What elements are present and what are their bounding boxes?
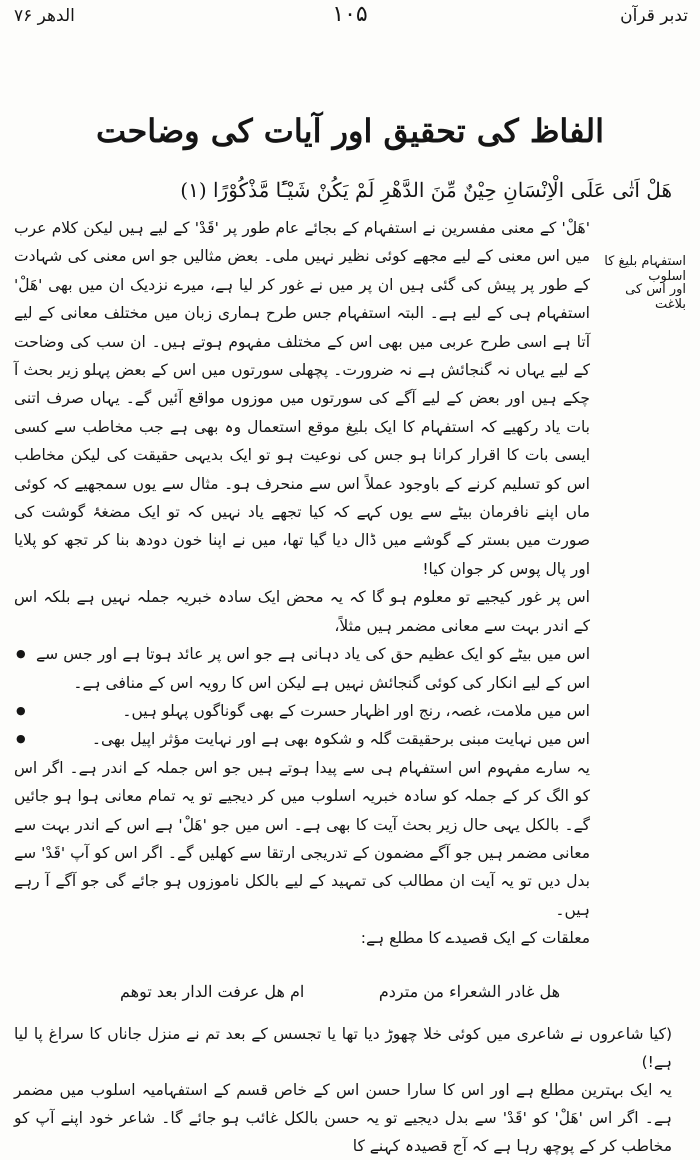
margin-note-balaghat: اور اس کی بلاغت	[625, 282, 686, 312]
commentary-continuation	[14, 1020, 672, 1160]
list-item: ● اس میں ملامت، غصہ، رنج اور اظہار حسرت کے بھی گوناگوں پہلو ہیں۔	[14, 697, 590, 725]
poem-couplet	[120, 982, 560, 1001]
quran-verse: هَلْ اَتٰى عَلَى الْاِنْسَانِ حِيْنٌ مِّنَ الدَّهْرِ لَمْ يَكُنْ شَيْـًٔا مَّذْكُوْرًا (١)	[180, 178, 672, 202]
section-heading: الفاظ کی تحقیق اور آیات کی وضاحت	[96, 112, 604, 150]
commentary-body	[14, 214, 590, 953]
running-head-surah: الدھر ۷۶	[14, 6, 75, 26]
paragraph-poem-translation: (کیا شاعروں نے شاعری میں کوئی خلا چھوڑ دیا تھا یا تجسس کے بعد تم نے منزل جاناں کا سراغ پا لیا ہے!)	[14, 1025, 672, 1071]
list-item: ● اس میں بیٹے کو ایک عظیم حق کی یاد دہانی ہے جو اس پر عائد ہوتا ہے اور جس سے اس کے لیے انکار کی کوئی گنجائش نہیں ہے لیکن اس کا رویہ اس کے منافی ہے۔	[14, 640, 590, 697]
list-item: ● اس میں نہایت مبنی برحقیقت گلہ و شکوہ بھی ہے اور نہایت مؤثر اپیل بھی۔	[14, 725, 590, 753]
implied-meanings-list	[14, 640, 590, 754]
paragraph-qasida-intro: معلقات کے ایک قصیدے کا مطلع ہے:	[360, 929, 590, 948]
paragraph-example-intro: اس پر غور کیجیے تو معلوم ہو گا کہ یہ محض ایک سادہ خبریہ جملہ نہیں ہے بلکہ اس کے اندر بہت سے معانی مضمر ہیں مثلاً،	[14, 588, 590, 635]
margin-note-istifham: استفہام بلیغ کا اسلوب	[604, 254, 686, 284]
poem-hemistich-1: هل غادر الشعراء من متردم	[378, 982, 560, 1001]
page-number: ۱۰۵	[332, 2, 368, 27]
running-head-book-title: تدبر قرآن	[620, 6, 688, 26]
paragraph-poem-analysis: یہ ایک بہترین مطلع ہے اور اس کا سارا حسن اس کے خاص قسم کے استفہامیہ اسلوب میں مضمر ہے۔ اگر اس 'ھَلْ' کو 'قَدْ' سے بدل دیجیے تو یہ حسن بالکل غائب ہو جائے گا۔ شاعر خود اپنے آپ کو مخاطب کر کے پوچھ رہا ہے کہ آج قصیدہ کہنے کا	[14, 1081, 672, 1155]
poem-hemistich-2: ام هل عرفت الدار بعد توهم	[120, 982, 305, 1001]
paragraph-application: یہ سارے مفہوم اس استفہام ہی سے پیدا ہوتے ہیں جو اس جملہ کے اندر ہے۔ اگر اس کو الگ کر کے جملہ کو سادہ خبریہ اسلوب میں کر دیجیے تو یہ تمام معانی ہوا ہو جائیں گے۔ بالکل یہی حال زیر بحث آیت کا بھی ہے۔ اس میں جو 'ھَلْ' ہے اس کے اندر بہت سے معانی مضمر ہیں جو آگے مضمون کے تدریجی ارتقا سے کھلیں گے۔ اگر اس کو آپ 'قَدْ' سے بدل دیں تو یہ آیت ان مطالب کی تمہید کے لیے بالکل ناموزوں ہو جائے گی جو آگے آ رہے ہیں۔	[14, 758, 590, 919]
paragraph-hal-meaning: 'ھَلْ' کے معنی مفسرین نے استفہام کے بجائے عام طور پر 'قَدْ' کے لیے ہیں لیکن کلام عرب میں اس معنی کے لیے مجھے کوئی نظیر نہیں ملی۔ بعض مثالیں جو اس معنی کی شہادت کے طور پر پیش کی گئی ہیں ان پر میں نے غور کر لیا ہے، میرے نزدیک ان میں بھی 'ھَلْ' استفہام ہی کے لیے ہے۔ البتہ استفہام جس طرح ہماری زبان میں مختلف معانی کے لیے آتا ہے اسی طرح عربی میں بھی اس کے مختلف مفہوم ہوتے ہیں۔ ان سب کی وضاحت کے لیے یہاں نہ گنجائش ہے نہ ضرورت۔ پچھلی سورتوں میں اس کے بعض پہلو زیر بحث آ چکے ہیں اور بعض کے لیے آگے کی سورتوں میں موزوں مواقع آئیں گے۔ یہاں صرف اتنی بات یاد رکھیے کہ استفہام کا ایک بلیغ موقع استعمال وہ بھی ہے جب مخاطب سے کسی ایسی بات کا اقرار کرانا ہو جس کی نوعیت ہو تو ایک بدیہی حقیقت کی لیکن مخاطب اس کو تسلیم کرنے کے باوجود عملاً اس سے منحرف ہو۔ مثال سے یوں سمجھیے کہ کوئی ماں اپنے نافرمان بیٹے سے یوں کہے کہ کیا تجھے یاد نہیں کہ تو ایک مضغۂ گوشت کی صورت میں بستر کے گوشے میں ڈال دیا گیا تھا، میں نے اپنا خون دودھ بنا کر تجھ کو پلایا اور پال پوس کر جوان کیا!	[14, 219, 590, 578]
